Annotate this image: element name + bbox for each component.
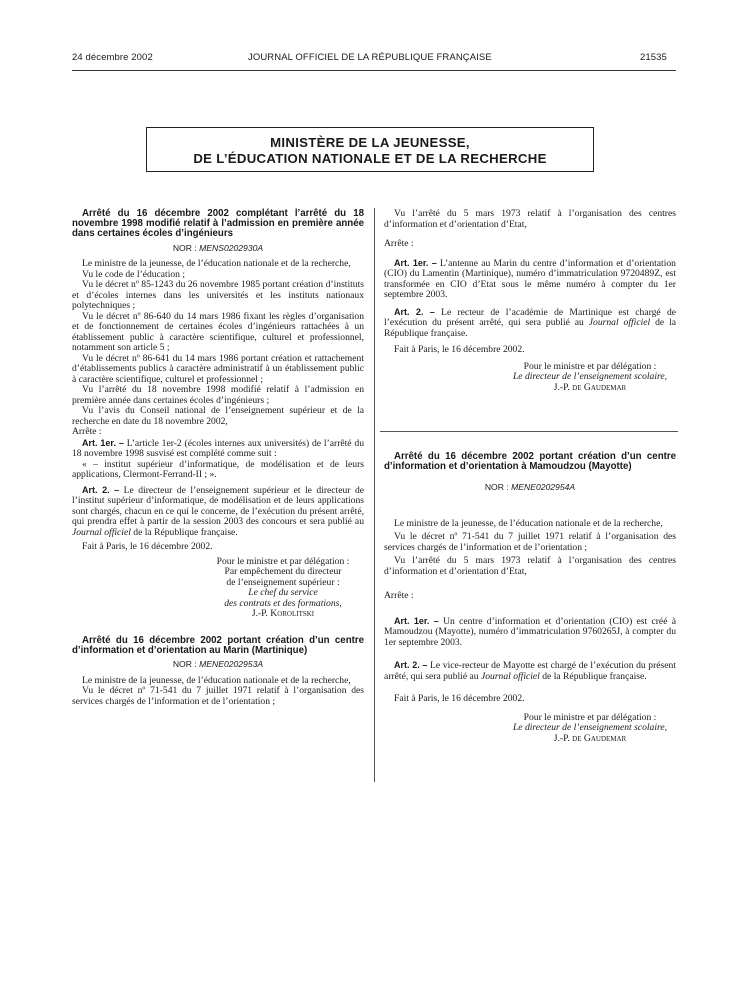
signature-line: Le chef du service (248, 587, 318, 599)
article-text: Un centre d’information et d’orientation (CIO) est créé à Mamoudzou (Mayotte), numéro d’immatriculation 9760265J, à compter du 1er septembre 2003. (384, 615, 676, 648)
header-journal-title: JOURNAL OFFICIEL DE LA RÉPUBLIQUE FRANÇAISE (248, 52, 492, 63)
article-2 (72, 485, 364, 539)
article-1 (72, 438, 364, 460)
nor-label: NOR : (172, 242, 200, 253)
article-text: L’article 1er-2 (écoles internes aux universités) de l’arrêté du 18 novembre 1998 susvisé est complété comme suit : (72, 437, 364, 460)
fait-a-paris: Fait à Paris, le 16 décembre 2002. (82, 541, 213, 553)
article-text: L’antenne au Marin du centre d’information et d’orientation (CIO) du Lamentin (Martinique), numéro d’immatriculation 9720489Z, est transformée en CIO d’Etat sous le même numéro à compter du 1er septembre 2003. (384, 257, 676, 300)
decree-title: Arrêté du 16 décembre 2002 portant création d’un centre d’information et d’orientation au Marin (Martinique) (72, 634, 364, 656)
nor-reference (72, 243, 364, 254)
left-column (72, 209, 364, 707)
arrete-heading: Arrête : (72, 426, 102, 438)
header-page-number: 21535 (640, 52, 667, 63)
paragraph: Le ministre de la jeunesse, de l’éducation nationale et de la recherche, (82, 258, 351, 270)
paragraph: Vu le décret nº 86-641 du 14 mars 1986 portant création et rattachement d’établissements publics à caractère administratif à un établissement public à caractère scientifique, culturel et professionnel ; (72, 352, 364, 385)
paragraph: Le ministre de la jeunesse, de l’éducation nationale et de la recherche, (82, 674, 351, 686)
article-1 (384, 258, 676, 301)
article-2 (384, 660, 676, 682)
journal-officiel-ref: Journal officiel (480, 670, 540, 682)
signatory-initials: J.-P. (553, 381, 573, 393)
journal-officiel-ref: Journal officiel (588, 317, 651, 328)
paragraph: Le ministre de la jeunesse, de l’éducation nationale et de la recherche, (394, 517, 663, 529)
nor-label: NOR : (172, 659, 200, 670)
header-date: 24 décembre 2002 (72, 52, 153, 63)
arrete-heading: Arrête : (384, 238, 414, 249)
paragraph: Vu le code de l’éducation ; (82, 268, 186, 280)
right-column-lower (384, 452, 676, 744)
ministry-line-1: MINISTÈRE DE LA JEUNESSE, (270, 135, 470, 150)
article-text: de la République française. (384, 317, 676, 339)
article-label: Art. 1er. – (394, 257, 437, 268)
signature-block (384, 362, 676, 394)
signature-line: Pour le ministre et par délégation : (523, 711, 657, 723)
signature-line: Le directeur de l’enseignement scolaire, (512, 371, 668, 382)
header-rule (72, 70, 676, 71)
ministry-heading-box (146, 127, 594, 172)
signature-line: Le directeur de l’enseignement scolaire, (512, 722, 668, 734)
signatory-surname: de Gaudemar (572, 732, 627, 744)
decree-title: Arrêté du 16 décembre 2002 portant création d’un centre d’information et d’orientation à Mamoudzou (Mayotte) (384, 451, 676, 473)
signatory-initials: J.-P. (251, 608, 271, 620)
fait-a-paris: Fait à Paris, le 16 décembre 2002. (394, 344, 525, 355)
decree-title: Arrêté du 16 décembre 2002 complétant l’arrêté du 18 novembre 1998 modifié relatif à l’admission en première année dans certaines écoles d’ingénieurs (72, 208, 364, 240)
paragraph: Vu le décret nº 71-541 du 7 juillet 1971 relatif à l’organisation des services chargés de l’information et de l’orientation ; (72, 685, 364, 707)
signatory-name (504, 734, 676, 745)
signatory-initials: J.-P. (553, 732, 573, 744)
decree-cio-marin-continued (384, 209, 676, 393)
signatory-name (504, 383, 676, 394)
decree-cio-mamoudzou (384, 452, 676, 744)
paragraph: Vu l’avis du Conseil national de l’enseignement supérieur et de la recherche en date du 18 novembre 2002, (72, 405, 364, 427)
article-label: Art. 1er. – (82, 437, 124, 448)
article-label: Art. 2. – (394, 660, 428, 671)
fait-a-paris: Fait à Paris, le 16 décembre 2002. (394, 693, 525, 705)
article-text: Le recteur de l’académie de Martinique est chargé de l’exécution du présent arrêté, qui sera publié au (384, 306, 676, 328)
signatory-name (202, 609, 364, 620)
arrete-heading: Arrête : (384, 590, 414, 602)
article-text: de la République française. (539, 670, 647, 682)
right-column (384, 209, 676, 393)
signature-block (72, 557, 364, 620)
nor-label: NOR : (484, 482, 512, 493)
signatory-surname: Korolitski (270, 608, 315, 620)
signatory-surname: de Gaudemar (572, 381, 627, 393)
paragraph: Vu le décret nº 71-541 du 7 juillet 1971 relatif à l’organisation des services chargés de l’information et de l’orientation ; (384, 531, 676, 553)
paragraph: Vu l’arrêté du 5 mars 1973 relatif à l’organisation des centres d’information et d’orientation d’Etat, (384, 555, 676, 577)
journal-officiel-ref: Journal officiel (72, 526, 131, 538)
section-separator (380, 431, 678, 432)
nor-reference (72, 659, 364, 670)
article-label: Art. 2. – (82, 484, 120, 495)
article-1 (384, 616, 676, 649)
signature-line: des contrats et des formations, (224, 597, 342, 609)
column-divider (374, 208, 375, 782)
article-1-quote: « – institut supérieur d’informatique, de modélisation et de leurs applications, Clermont-Ferrand-II ; ». (72, 458, 364, 481)
article-label: Art. 2. – (394, 306, 435, 317)
signature-line: Pour le ministre et par délégation : (523, 360, 657, 372)
paragraph: Vu l’arrêté du 5 mars 1973 relatif à l’organisation des centres d’information et d’orientation d’Etat, (384, 208, 676, 230)
signature-line: Par empêchement du directeur (224, 566, 342, 578)
article-text: Le directeur de l’enseignement supérieur et le directeur de l’institut supérieur d’informatique, de modélisation et de leurs applications sont chargés, chacun en ce qui le concerne, de l’exécution du présent arrêté, qui prendra effet à partir de la session 2003 des concours et sera publié au (72, 484, 365, 528)
signature-block (384, 713, 676, 745)
paragraph: Vu le décret nº 86-640 du 14 mars 1986 fixant les règles d’organisation et de fonctionnement de certaines écoles d’ingénieurs rattachées à un établissement public à caractère scientifique, culturel et professionnel, notamment son article 5 ; (72, 310, 364, 354)
nor-value: MENE0202953A (199, 659, 264, 670)
ministry-line-2: DE L’ÉDUCATION NATIONALE ET DE LA RECHERCHE (193, 151, 547, 166)
nor-value: MENS0202930A (199, 242, 264, 253)
nor-value: MENE0202954A (511, 482, 576, 493)
decree-ingenieurs (72, 209, 364, 620)
nor-reference (384, 482, 676, 493)
paragraph: Vu l’arrêté du 18 novembre 1998 modifié relatif à l’admission en première année dans certaines écoles d’ingénieurs ; (72, 384, 364, 406)
decree-cio-marin (72, 636, 364, 707)
article-text: Le vice-recteur de Mayotte est chargé de l’exécution du présent arrêté, qui sera publié au (384, 660, 676, 682)
paragraph: Vu le décret nº 85-1243 du 26 novembre 1985 portant création d’instituts et d’écoles internes dans les universités et les instituts nationaux polytechniques ; (72, 279, 364, 312)
signature-line: Pour le ministre et par délégation : (216, 555, 350, 567)
signature-line: de l’enseignement supérieur : (226, 576, 340, 588)
article-label: Art. 1er. – (394, 615, 439, 626)
article-text: de la République française. (130, 526, 238, 538)
article-2 (384, 307, 676, 340)
